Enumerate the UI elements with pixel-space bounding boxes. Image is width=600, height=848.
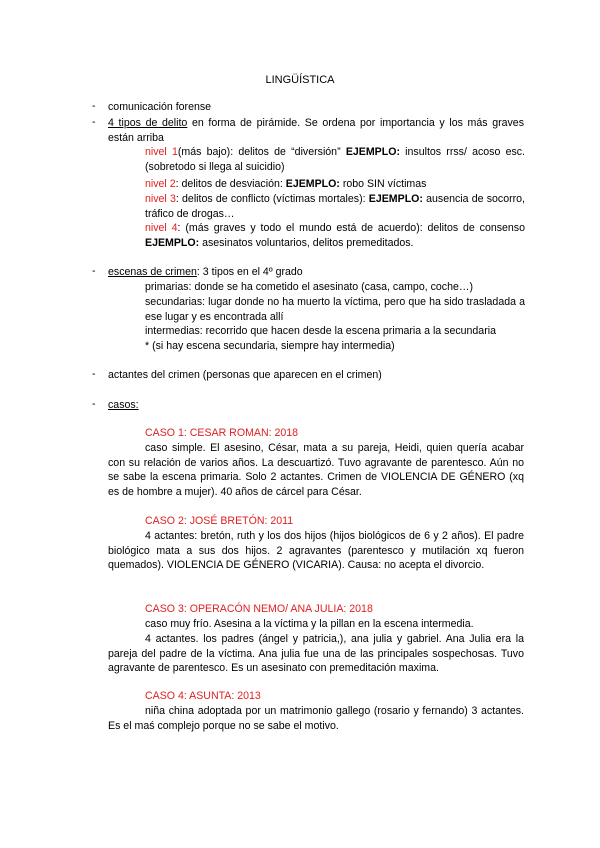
nivel-1-example: insultos rrss/ acoso esc. (sobretodo si llega al suicidio) bbox=[145, 146, 525, 173]
page-title: LINGÜÍSTICA bbox=[265, 74, 335, 86]
caso-2-text: 4 actantes: bretón, ruth y los dos hijos (hijos biológicos de 6 y 2 años). El padre biológico mata a sus dos hijos. 2 agravantes (parentesco y mutilación xq fueron quemados). VIOLENCIA DE GÉNERO (VICARIA). Causa: no acepta el divorcio. bbox=[108, 530, 524, 572]
list-item-casos: casos: bbox=[108, 399, 139, 411]
ejemplo-label: EJEMPLO: bbox=[145, 236, 200, 249]
nivel-3-text: : delitos de conflicto (víctimas mortales): bbox=[175, 193, 369, 205]
nivel-4-example: asesinatos voluntarios, delitos premeditados. bbox=[199, 236, 414, 249]
caso-3-text-1: caso muy frío. Asesina a la víctima y la pillan en la escena intermedia. bbox=[145, 618, 474, 630]
escena-intermedias: intermedias: recorrido que hacen desde la escena primaria a la secundaria bbox=[145, 325, 496, 337]
ejemplo-label: EJEMPLO: bbox=[285, 178, 340, 190]
ejemplo-label: EJEMPLO: bbox=[368, 193, 423, 205]
nivel-3-paragraph bbox=[145, 192, 525, 221]
nivel-4-text: : (más graves y todo el mundo está de acuerdo): delitos de consenso bbox=[177, 222, 525, 234]
caso-1-title: CASO 1: CESAR ROMAN: 2018 bbox=[145, 427, 299, 439]
list-dash: - bbox=[92, 398, 96, 410]
tipos-delito-heading: 4 tipos de delito bbox=[108, 117, 188, 129]
caso-4-text: niña china adoptada por un matrimonio gallego (rosario y fernando) 3 actantes. Es el maś complejo porque no se sabe el motivo. bbox=[108, 705, 524, 732]
escenas-crimen-heading: escenas de crimen bbox=[108, 266, 197, 278]
ejemplo-label: EJEMPLO: bbox=[345, 146, 400, 158]
nivel-3-label: nivel 3 bbox=[145, 193, 176, 205]
caso-3-text-2: 4 actantes. los padres (ángel y patricia,), ana julia y gabriel. Ana Julia era la pareja del padre de la víctima. Ana julia fue una de las principales sospechosas. Tuvo agravante de parentesco. Es un asesinato con premeditación maxima. bbox=[108, 633, 524, 675]
nivel-2-text: : delitos de desviación: bbox=[175, 178, 286, 190]
nivel-2-paragraph bbox=[145, 177, 525, 192]
nivel-3-example: ausencia de socorro, tráfico de drogas… bbox=[145, 193, 525, 220]
escena-primarias: primarias: donde se ha cometido el asesinato (casa, campo, coche…) bbox=[145, 281, 473, 293]
list-dash: - bbox=[92, 100, 96, 112]
list-dash: - bbox=[92, 265, 96, 277]
caso-4-title: CASO 4: ASUNTA: 2013 bbox=[145, 690, 261, 702]
caso-3-title: CASO 3: OPERACÓN NEMO/ ANA JULIA: 2018 bbox=[145, 603, 373, 615]
nivel-1-label: nivel 1 bbox=[145, 146, 178, 158]
escena-secundarias: secundarias: lugar donde no ha muerto la víctima, pero que ha sido trasladada a ese lugar y es encontrada allí bbox=[145, 296, 525, 323]
tipos-delito-description: en forma de pirámide. Se ordena por importancia y los más graves están arriba bbox=[108, 117, 524, 144]
list-item-escenas-crimen bbox=[108, 265, 524, 280]
escena-nota: * (si hay escena secundaria, siempre hay intermedia) bbox=[145, 340, 395, 352]
list-item-comunicacion: comunicación forense bbox=[108, 101, 212, 113]
nivel-4-paragraph bbox=[145, 221, 525, 250]
nivel-4-label: nivel 4 bbox=[145, 222, 178, 234]
nivel-1-text: (más bajo): delitos de “diversión” bbox=[177, 146, 346, 158]
caso-2-title: CASO 2: JOSÉ BRETÓN: 2011 bbox=[145, 515, 294, 527]
nivel-1-paragraph bbox=[145, 145, 525, 174]
list-item-tipos-delito bbox=[108, 116, 524, 145]
escenas-crimen-description: : 3 tipos en el 4º grado bbox=[196, 266, 303, 278]
caso-1-text: caso simple. El asesino, César, mata a su pareja, Heidi, quien quería acabar con su relación de varios años. La descuartizó. Tuvo agravante de parentesco. Aún no se sabe la escena primaria. Solo 2 actantes. Crimen de VIOLENCIA DE GÉNERO (xq es de hombre a mujer). 40 años de cárcel para César. bbox=[108, 442, 524, 498]
list-dash: - bbox=[92, 116, 96, 128]
list-dash: - bbox=[92, 368, 96, 380]
nivel-2-label: nivel 2 bbox=[145, 178, 176, 190]
list-item-actantes: actantes del crimen (personas que aparecen en el crimen) bbox=[108, 369, 382, 381]
nivel-2-example: robo SIN víctimas bbox=[339, 178, 427, 190]
